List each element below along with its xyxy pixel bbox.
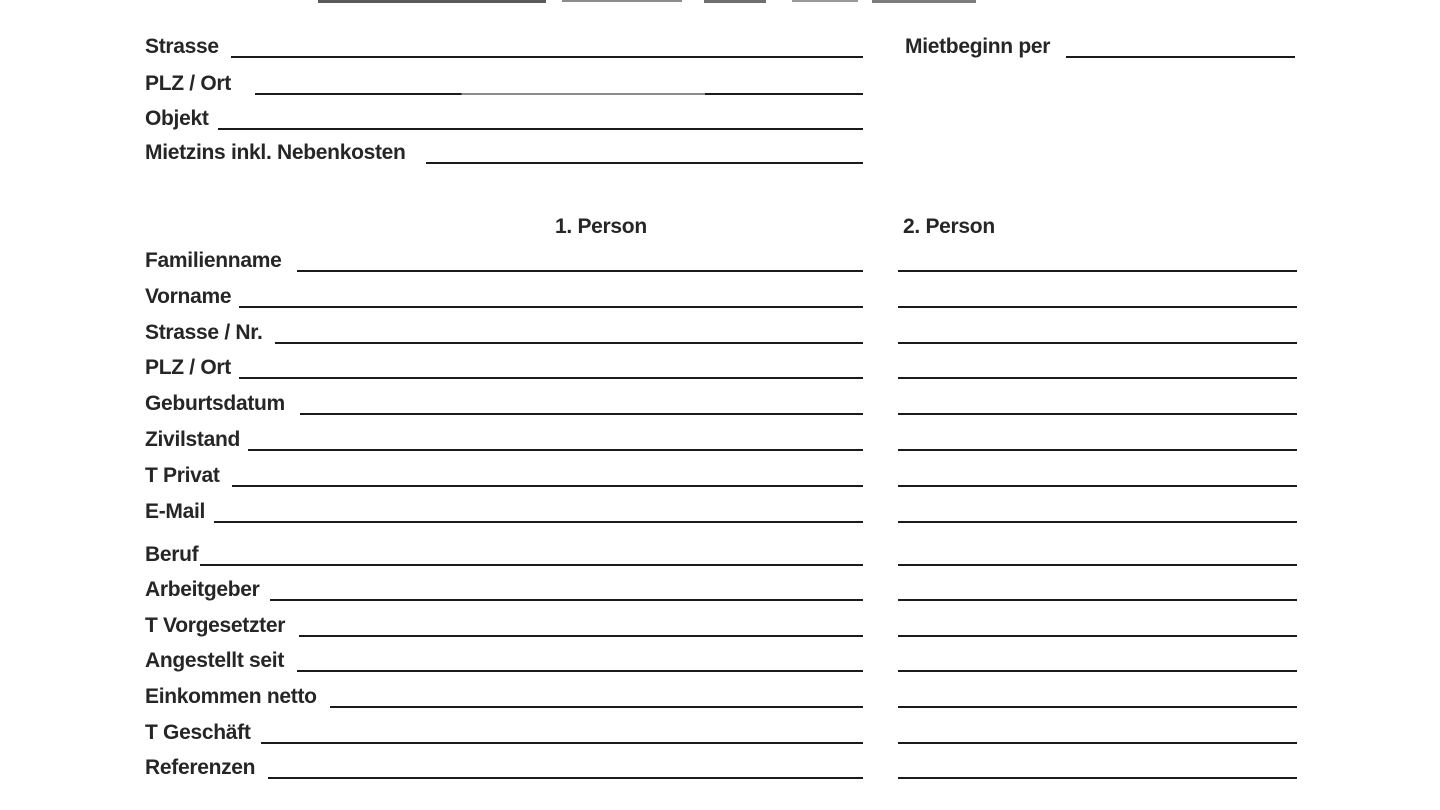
person1-line-t-privat[interactable] [232, 485, 863, 487]
column-header-person-1: 1. Person [555, 215, 647, 238]
field-line-mietzins[interactable] [426, 162, 863, 164]
person2-line-arbeitgeber[interactable] [898, 599, 1297, 601]
person1-row-referenzen [145, 756, 863, 779]
field-label-plz-ort: PLZ / Ort [145, 72, 231, 95]
person2-line-angestellt-seit[interactable] [898, 670, 1297, 672]
person1-row-t-vorgesetzter [145, 614, 863, 637]
person2-line-zivilstand[interactable] [898, 449, 1297, 451]
row-label-arbeitgeber: Arbeitgeber [145, 578, 260, 601]
field-row-objekt [145, 107, 863, 130]
row-label-geburtsdatum: Geburtsdatum [145, 392, 285, 415]
person1-row-vorname [145, 285, 863, 308]
person1-line-geburtsdatum[interactable] [300, 413, 863, 415]
field-row-mietzins [145, 141, 863, 164]
row-label-beruf: Beruf [145, 543, 199, 566]
person2-line-t-vorgesetzter[interactable] [898, 635, 1297, 637]
person1-line-zivilstand[interactable] [248, 449, 863, 451]
person2-line-strasse-nr[interactable] [898, 342, 1297, 344]
person2-line-t-geschaeft[interactable] [898, 742, 1297, 744]
person1-line-plz-ort[interactable] [239, 377, 863, 379]
person2-line-vorname[interactable] [898, 306, 1297, 308]
cutoff-text-fragment [704, 0, 766, 3]
person2-line-familienname[interactable] [898, 270, 1297, 272]
person2-line-beruf[interactable] [898, 564, 1297, 566]
cutoff-text-fragment [792, 0, 858, 2]
person1-row-strasse-nr [145, 321, 863, 344]
row-label-vorname: Vorname [145, 285, 232, 308]
row-label-t-geschaeft: T Geschäft [145, 721, 251, 744]
cutoff-text-fragment [562, 0, 682, 2]
field-line-mietbeginn[interactable] [1066, 56, 1295, 58]
person1-row-arbeitgeber [145, 578, 863, 601]
field-label-mietbeginn: Mietbeginn per [905, 35, 1051, 58]
row-label-email: E-Mail [145, 500, 206, 523]
row-label-einkommen-netto: Einkommen netto [145, 685, 317, 708]
row-label-familienname: Familienname [145, 249, 282, 272]
row-label-plz-ort: PLZ / Ort [145, 356, 231, 379]
person1-row-einkommen-netto [145, 685, 863, 708]
field-line-objekt[interactable] [218, 128, 863, 130]
person1-line-strasse-nr[interactable] [275, 342, 863, 344]
person1-row-zivilstand [145, 428, 863, 451]
person2-line-einkommen-netto[interactable] [898, 706, 1297, 708]
row-label-strasse-nr: Strasse / Nr. [145, 321, 263, 344]
field-row-plz-ort [145, 72, 863, 95]
person1-line-t-geschaeft[interactable] [261, 742, 863, 744]
field-line-plz-ort[interactable] [255, 93, 863, 95]
field-label-strasse: Strasse [145, 35, 219, 58]
person1-row-angestellt-seit [145, 649, 863, 672]
row-label-zivilstand: Zivilstand [145, 428, 241, 451]
person2-line-email[interactable] [898, 521, 1297, 523]
row-label-angestellt-seit: Angestellt seit [145, 649, 285, 672]
cutoff-text-fragment [318, 0, 546, 3]
row-label-referenzen: Referenzen [145, 756, 256, 779]
person2-line-t-privat[interactable] [898, 485, 1297, 487]
person1-line-referenzen[interactable] [268, 777, 863, 779]
row-label-t-vorgesetzter: T Vorgesetzter [145, 614, 286, 637]
person1-row-email [145, 500, 863, 523]
person1-line-einkommen-netto[interactable] [330, 706, 863, 708]
person1-row-familienname [145, 249, 863, 272]
person2-line-plz-ort[interactable] [898, 377, 1297, 379]
person1-row-geburtsdatum [145, 392, 863, 415]
person1-line-arbeitgeber[interactable] [270, 599, 863, 601]
field-row-strasse [145, 35, 863, 58]
person1-line-t-vorgesetzter[interactable] [299, 635, 863, 637]
cutoff-text-fragment [872, 0, 976, 3]
field-row-mietbeginn [905, 35, 1295, 58]
person1-row-t-privat [145, 464, 863, 487]
field-line-strasse[interactable] [231, 56, 863, 58]
field-label-objekt: Objekt [145, 107, 209, 130]
person1-line-angestellt-seit[interactable] [297, 670, 863, 672]
person2-line-geburtsdatum[interactable] [898, 413, 1297, 415]
field-label-mietzins: Mietzins inkl. Nebenkosten [145, 141, 406, 164]
person1-line-email[interactable] [214, 521, 863, 523]
person1-row-beruf [145, 543, 863, 566]
person2-line-referenzen[interactable] [898, 777, 1297, 779]
person1-row-t-geschaeft [145, 721, 863, 744]
column-header-person-2: 2. Person [903, 215, 995, 238]
person1-line-familienname[interactable] [297, 270, 863, 272]
person1-line-vorname[interactable] [239, 306, 863, 308]
person1-row-plz-ort [145, 356, 863, 379]
person1-line-beruf[interactable] [200, 564, 863, 566]
row-label-t-privat: T Privat [145, 464, 220, 487]
